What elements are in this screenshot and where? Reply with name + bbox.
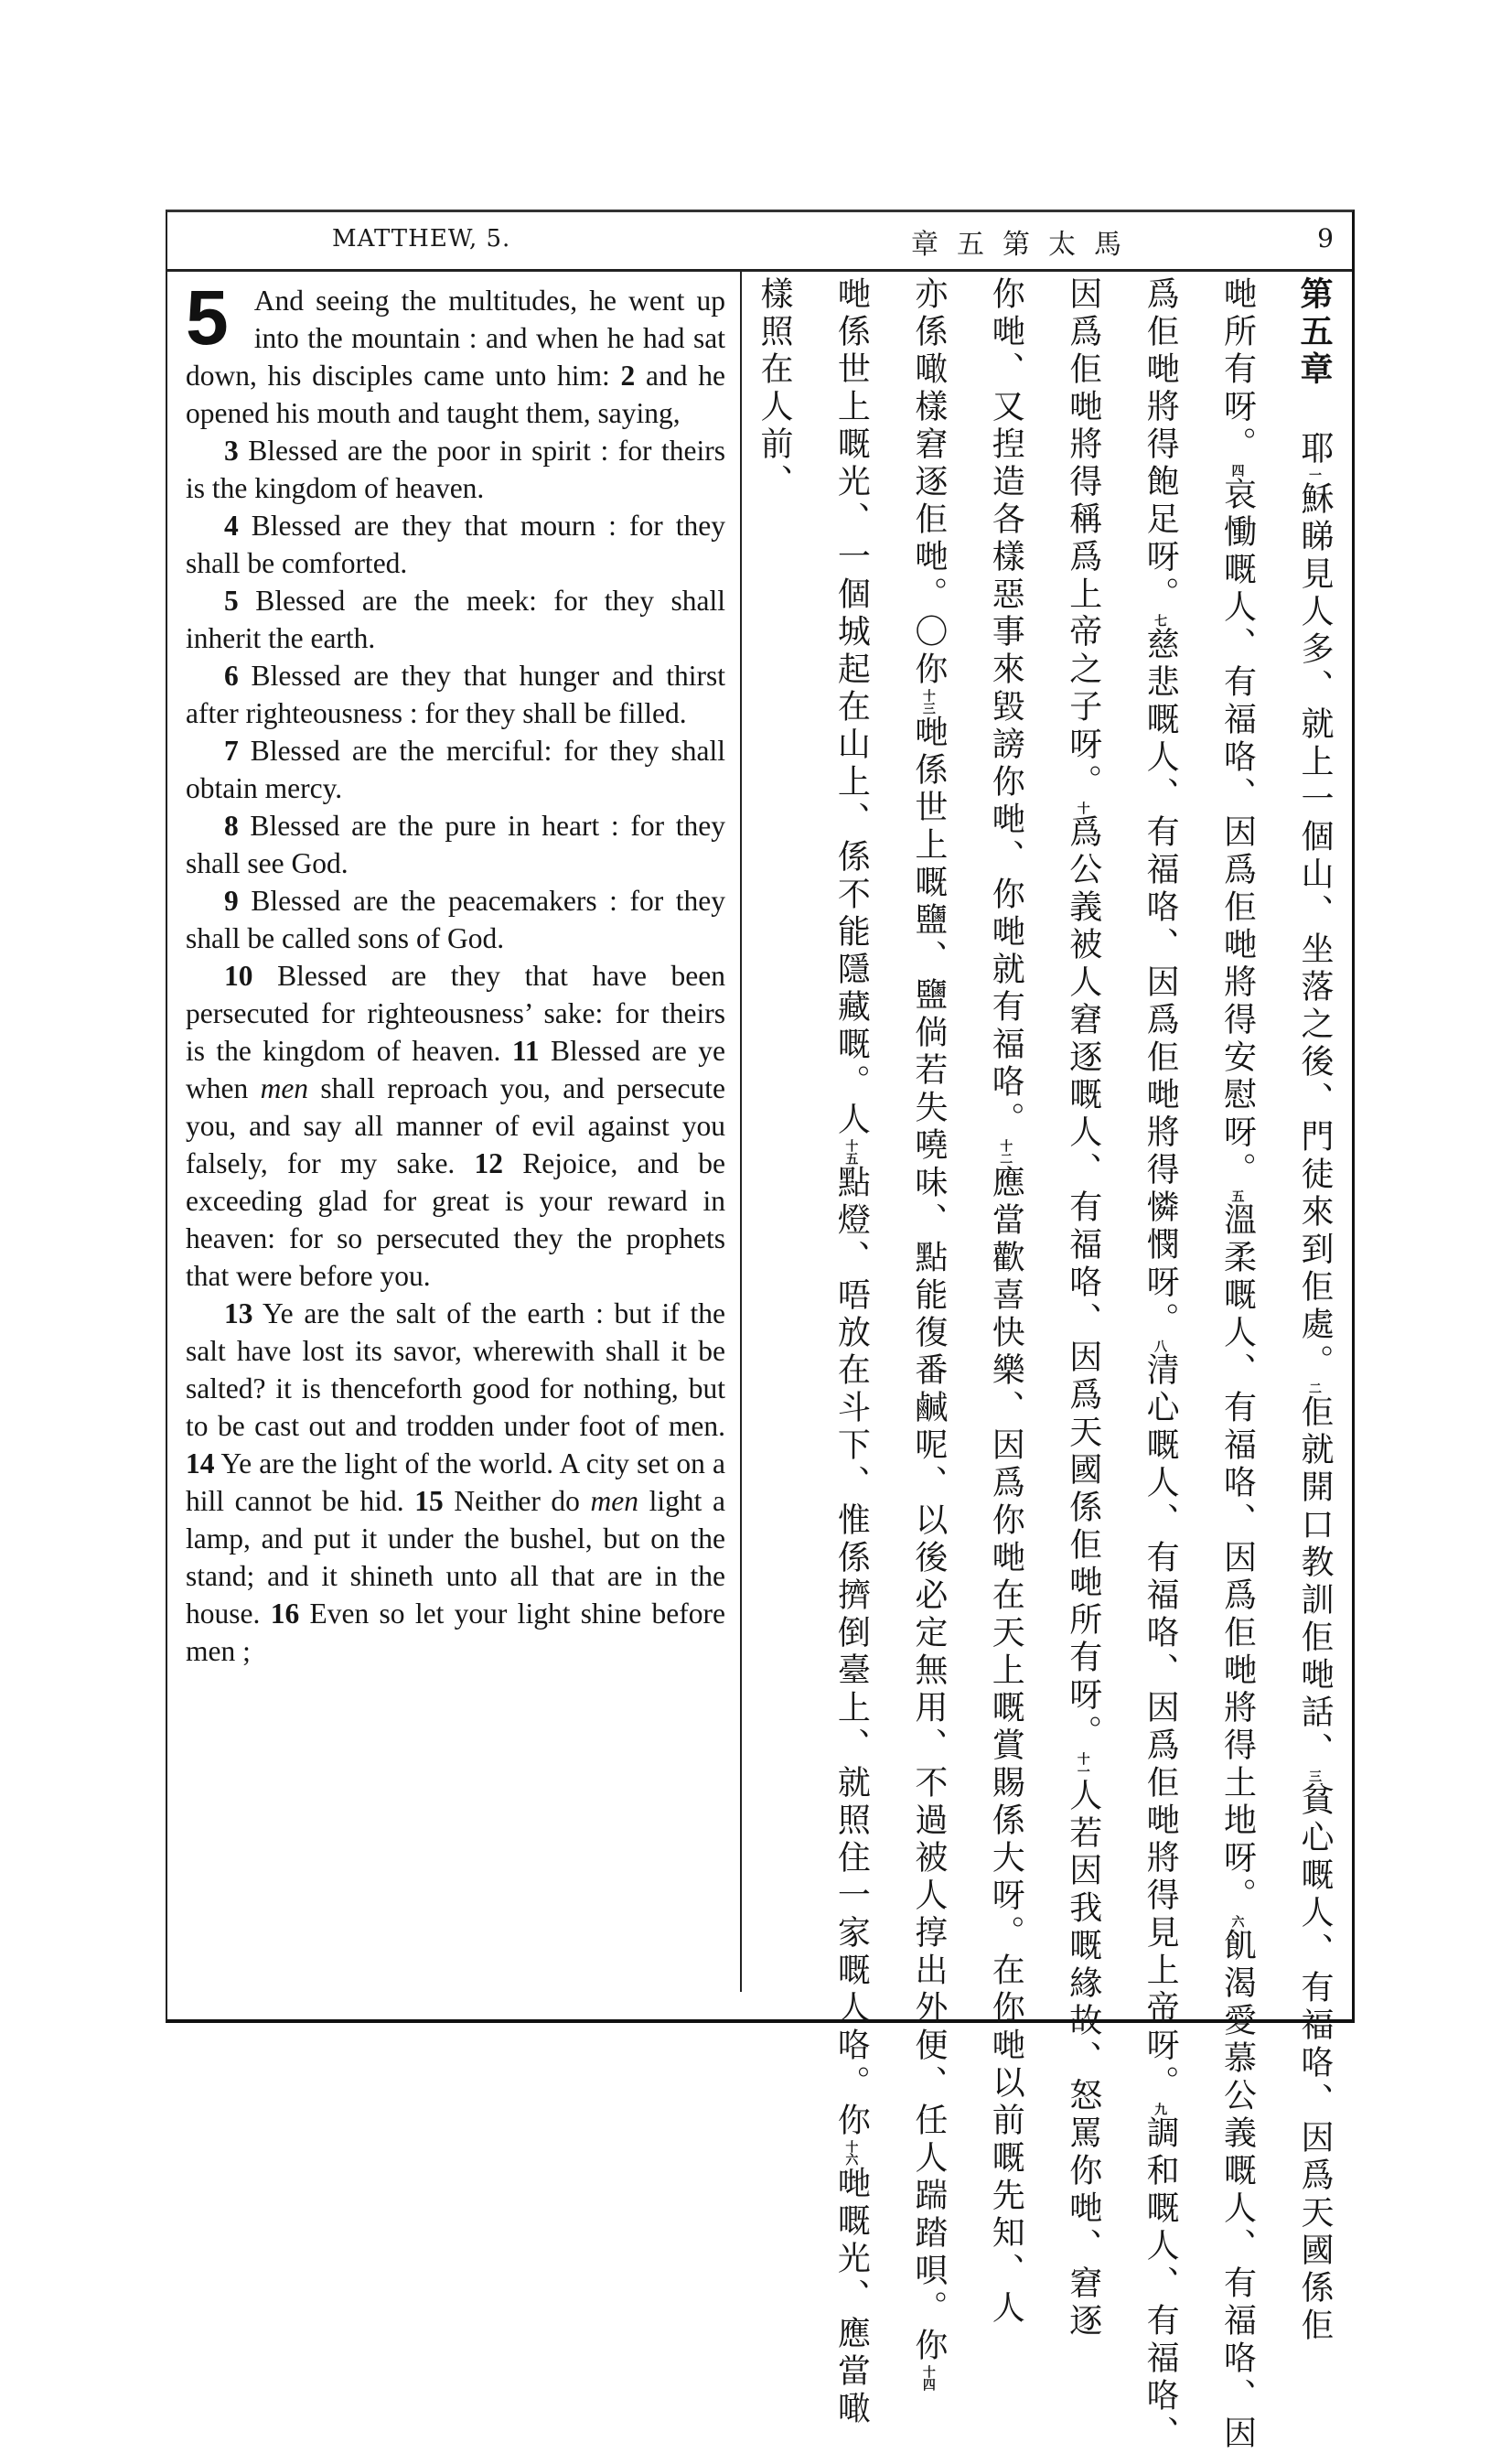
- verse-text: 飢渴愛慕公義嘅人、有福咯、因: [1218, 1928, 1257, 2453]
- verse-paragraph: [186, 432, 725, 507]
- verse-number: 十五: [843, 1139, 859, 1165]
- verse-text: Blessed are the peacemakers : for they shall be called sons of God.: [186, 885, 725, 954]
- english-paragraphs: [186, 274, 726, 1670]
- verse-number: 11: [511, 1035, 540, 1067]
- verse-text: 哋係世上嘅鹽、鹽倘若失嘵味、點能復番鹹呢、以後必定無用、不過被人㨃出外便、任人踹踏唄。你: [909, 715, 948, 2365]
- chinese-running-title: 章五第太馬: [911, 229, 1140, 261]
- verse-text: light a lamp, and put it under the bushel, but on the stand; and it shineth unto all that are in the house.: [186, 1485, 725, 1630]
- verse-number: 六: [1229, 1915, 1245, 1928]
- verse-text: 調和嘅人、有福咯、: [1142, 2115, 1180, 2453]
- verse-number: 10: [224, 960, 253, 992]
- verse-number: 十: [1075, 802, 1090, 814]
- verse-text: 爲佢哋將得飽足呀。: [1142, 276, 1180, 614]
- verse-number: 6: [224, 660, 239, 692]
- verse-number: 2: [620, 360, 636, 392]
- verse-text: Blessed are they that hunger and thirst after righteousness : for they shall be filled.: [186, 660, 725, 729]
- verse-number: 五: [1229, 1189, 1245, 1202]
- verse-number: 十二: [998, 1139, 1013, 1165]
- english-text-column: [186, 274, 726, 1670]
- chinese-vertical-column: [830, 276, 872, 2428]
- verse-text: Blessed are the merciful: for they shall obtain mercy.: [186, 735, 725, 804]
- verse-text: and he opened his mouth and taught them, saying,: [186, 360, 725, 429]
- verse-text: 哋所有呀。: [1218, 276, 1257, 464]
- verse-number: 十四: [920, 2365, 936, 2391]
- verse-text: 清心嘅人、有福咯、因爲佢哋將得見上帝呀。: [1142, 1352, 1180, 2103]
- verse-text: And seeing the multitudes, he went up into the mountain : and when he had sat down, his disciples came unto him:: [186, 285, 725, 392]
- page-number: 9: [1317, 223, 1334, 253]
- verse-text: 哋係世上嘅光、一個城起在山上、係不能隱藏嘅。人: [832, 276, 871, 1139]
- verse-text: Ye are the salt of the earth : but if the salt have lost its savor, wherewith shall it be salted? it is thenceforth good for nothing, but to be cast out and trodden under foot of men.: [186, 1297, 725, 1442]
- verse-text: 耶: [1295, 431, 1334, 468]
- page-frame: [166, 210, 1355, 2453]
- chapter-number: 5: [186, 274, 229, 360]
- italic-word: men: [260, 1072, 309, 1104]
- verse-number: 16: [270, 1598, 300, 1630]
- verse-text: 點燈、唔放在斗下、惟係擠倒臺上、就照住一家嘅人咯。你: [832, 1165, 871, 2140]
- verse-text: 應當歡喜快樂、因爲你哋在天上嘅賞賜係大呀。在你哋以前嘅先知、人: [987, 1165, 1025, 2328]
- verse-paragraph: [186, 732, 725, 807]
- verse-text: 貧心嘅人、有福咯、因爲天國係佢: [1295, 1782, 1334, 2345]
- chinese-text-column: [753, 276, 1343, 2453]
- english-running-title: MATTHEW, 5.: [332, 225, 511, 253]
- verse-number: 9: [224, 885, 239, 917]
- verse-number: 十六: [843, 2140, 859, 2166]
- verse-text: 佢就開口教訓佢哋話、: [1295, 1394, 1334, 1770]
- verse-number: 七: [1153, 614, 1168, 627]
- verse-text: Blessed are the pure in heart : for they shall see God.: [186, 810, 725, 879]
- chinese-vertical-column: [907, 276, 949, 2391]
- verse-number: 7: [224, 735, 239, 767]
- verse-number: 14: [186, 1447, 215, 1479]
- verse-text: 慈悲嘅人、有福咯、因爲佢哋將得憐憫呀。: [1142, 627, 1180, 1339]
- verse-text: 爲公義被人窘逐嘅人、有福咯、因爲天國係佢哋所有呀。: [1064, 814, 1102, 1752]
- verse-text: Blessed are they that mourn : for they shall be comforted.: [186, 510, 725, 579]
- verse-number: 十三: [920, 689, 936, 715]
- verse-text: Blessed are the poor in spirit : for theirs is the kingdom of heaven.: [186, 435, 725, 504]
- verse-paragraph: [186, 1295, 725, 1670]
- verse-number: 13: [224, 1297, 253, 1329]
- chinese-vertical-column: [1293, 276, 1335, 2345]
- verse-paragraph: [186, 957, 725, 1295]
- italic-word: men: [590, 1485, 639, 1517]
- verse-number: 四: [1229, 464, 1245, 477]
- chinese-vertical-column: [1062, 276, 1104, 2340]
- verse-paragraph: [186, 582, 725, 657]
- verse-text: Neither do: [443, 1485, 591, 1517]
- chinese-vertical-column: [1139, 276, 1181, 2453]
- verse-text: 亦係噉樣窘逐佢哋。〇你: [909, 276, 948, 689]
- verse-text: 因爲佢哋將得稱爲上帝之子呀。: [1064, 276, 1102, 802]
- verse-number: 12: [474, 1147, 504, 1179]
- verse-text: 樣照在人前、: [756, 276, 793, 501]
- chinese-vertical-column: [984, 276, 1026, 2328]
- verse-number: 一: [1306, 468, 1322, 481]
- chinese-vertical-column: [1217, 276, 1259, 2453]
- verse-text: Blessed are ye when: [186, 1035, 725, 1104]
- running-header: [167, 212, 1352, 272]
- verse-text: shall reproach you, and persecute you, and say all manner of evil against you falsely, for my sake.: [186, 1072, 725, 1179]
- verse-text: Rejoice, and be exceeding glad for great is your reward in heaven: for so persecuted they the prophets that were before you.: [186, 1147, 726, 1292]
- chinese-vertical-column: [753, 276, 795, 1996]
- verse-number: 九: [1153, 2103, 1168, 2115]
- verse-paragraph: [186, 807, 725, 882]
- verse-text: 你哋、又揑造各樣惡事來毀謗你哋、你哋就有福咯。: [987, 276, 1025, 1139]
- verse-number: 三: [1306, 1770, 1322, 1782]
- verse-paragraph: [186, 657, 725, 732]
- verse-number: 二: [1306, 1382, 1322, 1394]
- verse-number: 十一: [1075, 1752, 1090, 1778]
- verse-text: 人若因我嘅緣故、怒罵你哋、窘逐: [1064, 1778, 1102, 2340]
- verse-paragraph: [186, 274, 725, 432]
- chapter-heading: 第五章: [1294, 276, 1334, 389]
- column-divider: [740, 269, 742, 1992]
- verse-number: 5: [224, 585, 239, 617]
- verse-text: Blessed are they that have been persecuted for righteousness’ sake: for theirs is the kingdom of heaven.: [186, 960, 725, 1067]
- verse-text: 溫柔嘅人、有福咯、因爲佢哋將得土地呀。: [1218, 1202, 1257, 1915]
- verse-number: 8: [224, 810, 239, 842]
- verse-number: 4: [224, 510, 239, 542]
- verse-paragraph: [186, 507, 725, 582]
- verse-number: 15: [414, 1485, 444, 1517]
- verse-paragraph: [186, 882, 725, 957]
- verse-number: 八: [1153, 1339, 1168, 1352]
- verse-text: 穌睇見人多、就上一個山、坐落之後、門徒來到佢處。: [1295, 481, 1334, 1382]
- verse-text: Blessed are the meek: for they shall inherit the earth.: [186, 585, 725, 654]
- verse-number: 3: [224, 435, 239, 467]
- verse-text: 哋嘅光、應當噉: [832, 2166, 871, 2428]
- verse-text: 哀慟嘅人、有福咯、因爲佢哋將得安慰呀。: [1218, 477, 1257, 1189]
- verse-text: Even so let your light shine before men ;: [186, 1598, 725, 1667]
- verse-text: Ye are the light of the world. A city set on a hill cannot be hid.: [186, 1447, 725, 1517]
